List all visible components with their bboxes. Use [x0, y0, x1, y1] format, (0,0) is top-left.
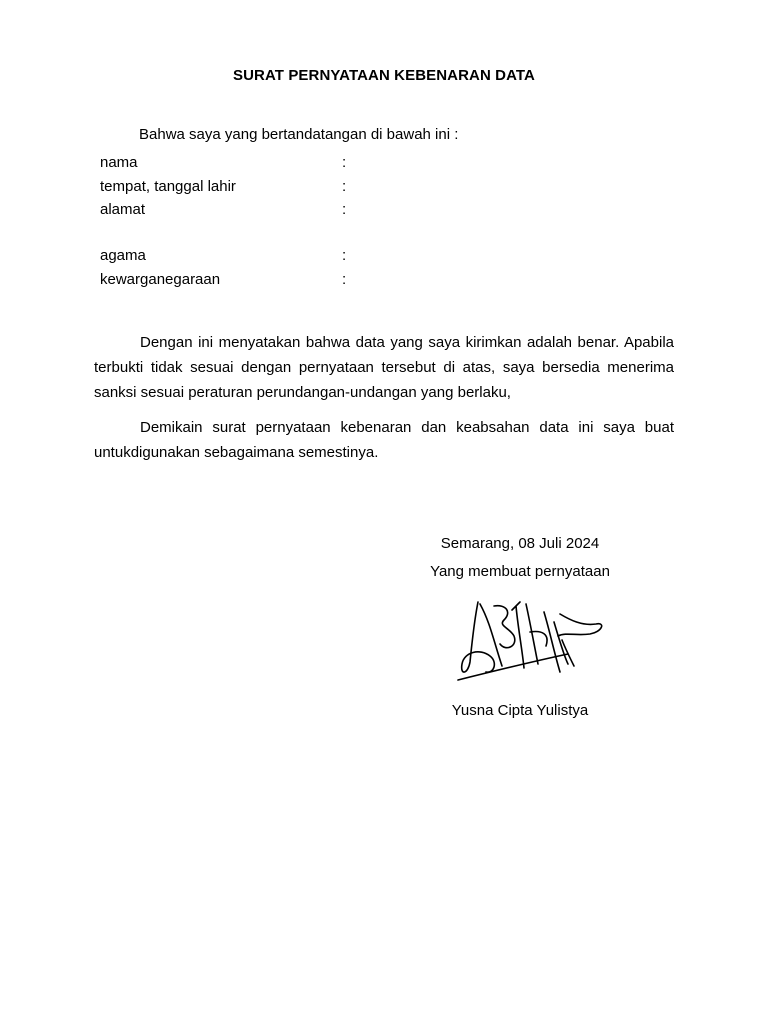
- field-colon: :: [342, 271, 347, 288]
- field-row-nama: [100, 154, 400, 174]
- field-label: tempat, tanggal lahir: [100, 178, 236, 195]
- field-row-agama: [100, 247, 400, 267]
- field-colon: :: [342, 154, 347, 171]
- field-label: kewarganegaraan: [100, 271, 221, 288]
- intro-text: Bahwa saya yang bertandatangan di bawah ini :: [139, 126, 459, 143]
- statement-paragraph: Dengan ini menyatakan bahwa data yang saya kirimkan adalah benar. Apabila terbukti tidak sesuai dengan pernyataan tersebut di atas, saya bersedia menerima sanksi sesuai peraturan perundangan-undangan yang berlaku,: [94, 334, 674, 401]
- place-date: Semarang, 08 Juli 2024: [440, 535, 600, 552]
- field-colon: :: [342, 247, 347, 264]
- closing-paragraph: Demikain surat pernyataan kebenaran dan keabsahan data ini saya buat untukdigunakan sebagaimana semestinya.: [94, 419, 674, 461]
- field-row-alamat: [100, 201, 400, 221]
- signer-role: Yang membuat pernyataan: [430, 563, 610, 580]
- field-colon: :: [342, 178, 347, 195]
- field-row-kewarganegaraan: [100, 271, 400, 291]
- field-colon: :: [342, 201, 347, 218]
- signer-name: Yusna Cipta Yulistya: [451, 702, 589, 719]
- handwritten-signature: [450, 592, 610, 688]
- field-label: nama: [100, 154, 138, 171]
- field-label: agama: [100, 247, 146, 264]
- field-row-tempat-tanggal-lahir: [100, 178, 400, 198]
- field-label: alamat: [100, 201, 146, 218]
- document-title: SURAT PERNYATAAN KEBENARAN DATA: [233, 67, 535, 84]
